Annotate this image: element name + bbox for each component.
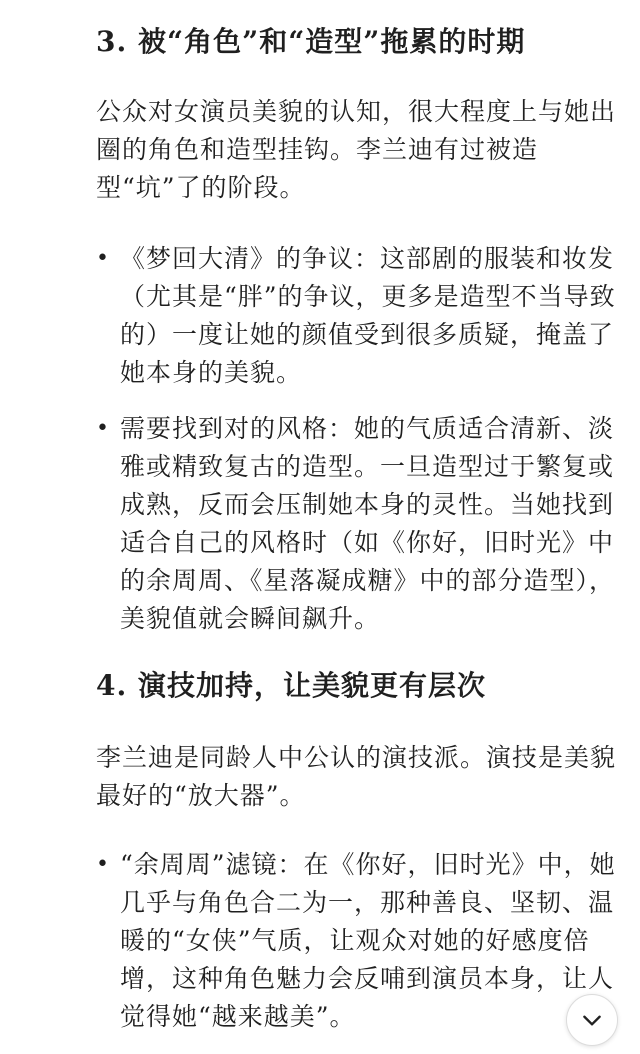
bullet-dot: • <box>96 246 110 271</box>
bullet-text: 需要找到对的风格：她的气质适合清新、淡雅或精致复古的造型。一旦造型过于繁复或成熟，反而会压制她本身的灵性。当她找到适合自己的风格时（如《你好，旧时光》中的余周周、《星落凝成糖》中的部分造型），美貌值就会瞬间飙升。 <box>120 414 616 633</box>
bullet-dot: • <box>96 416 110 441</box>
section-4-intro: 李兰迪是同龄人中公认的演技派。演技是美貌最好的“放大器”。 <box>96 743 617 810</box>
section-3-heading: 3. 被“角色”和“造型”拖累的时期 <box>96 25 526 58</box>
section-3-bullet-list <box>96 240 616 638</box>
bullet-text: “余周周”滤镜：在《你好，旧时光》中，她几乎与角色合二为一，那种善良、坚韧、温暖的“女侠”气质，让观众对她的好感度倍增，这种角色魅力会反哺到演员本身，让人觉得她“越来越美”。 <box>120 850 616 1031</box>
list-item <box>96 240 616 392</box>
section-4-bullet-list <box>96 846 616 1036</box>
scroll-down-button[interactable] <box>566 994 618 1046</box>
chevron-down-icon <box>579 1007 605 1033</box>
bullet-dot: • <box>96 852 110 877</box>
section-4-heading: 4. 演技加持，让美貌更有层次 <box>96 669 486 702</box>
bullet-text: 《梦回大清》的争议：这部剧的服装和妆发（尤其是“胖”的争议，更多是造型不当导致的）一度让她的颜值受到很多质疑，掩盖了她本身的美貌。 <box>120 244 616 387</box>
list-item <box>96 410 616 638</box>
list-item <box>96 846 616 1036</box>
section-3-intro: 公众对女演员美貌的认知，很大程度上与她出圈的角色和造型挂钩。李兰迪有过被造型“坑”了的阶段。 <box>96 97 617 202</box>
